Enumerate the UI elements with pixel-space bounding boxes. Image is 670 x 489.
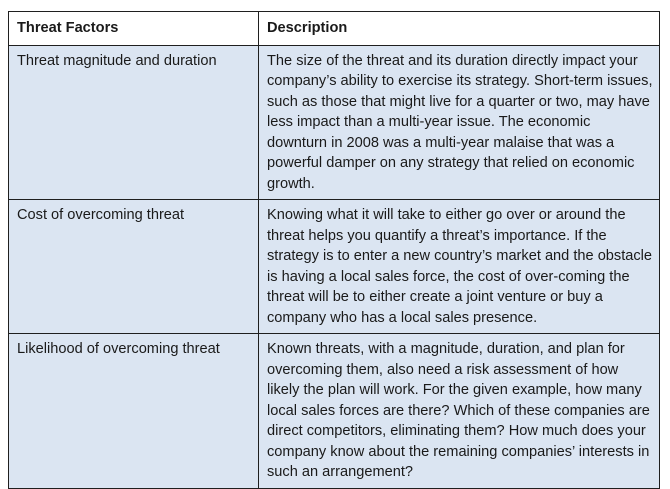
header-description: Description: [259, 12, 660, 46]
description-cell: Knowing what it will take to either go over or around the threat helps you quantify a threat’s importance. If the strategy is to enter a new country’s market and the obstacle is having a local sales force, the cost of over-coming the threat will be to either create a joint venture or buy a company who has a local sales presence.: [259, 200, 660, 334]
threat-factors-table: [8, 11, 660, 489]
threat-factor-cell: Cost of overcoming threat: [9, 200, 259, 334]
table-header-row: [9, 12, 660, 46]
table-row: [9, 200, 660, 334]
description-cell: The size of the threat and its duration directly impact your company’s ability to exercise its strategy. Short-term issues, such as those that might live for a quarter or two, may have less impact than a multi-year issue. The economic downturn in 2008 was a multi-year malaise that was a powerful damper on any strategy that relied on economic growth.: [259, 45, 660, 200]
threat-factors-table-container: [8, 11, 659, 489]
header-threat-factors: Threat Factors: [9, 12, 259, 46]
threat-factor-cell: Threat magnitude and duration: [9, 45, 259, 200]
description-cell: Known threats, with a magnitude, duration, and plan for overcoming them, also need a risk assessment of how likely the plan will work. For the given example, how many local sales forces are there? Which of these companies are direct competitors, eliminating them? How much does your company know about the remaining companies’ interests in such an arrangement?: [259, 334, 660, 489]
table-row: [9, 334, 660, 489]
table-row: [9, 45, 660, 200]
threat-factor-cell: Likelihood of overcoming threat: [9, 334, 259, 489]
